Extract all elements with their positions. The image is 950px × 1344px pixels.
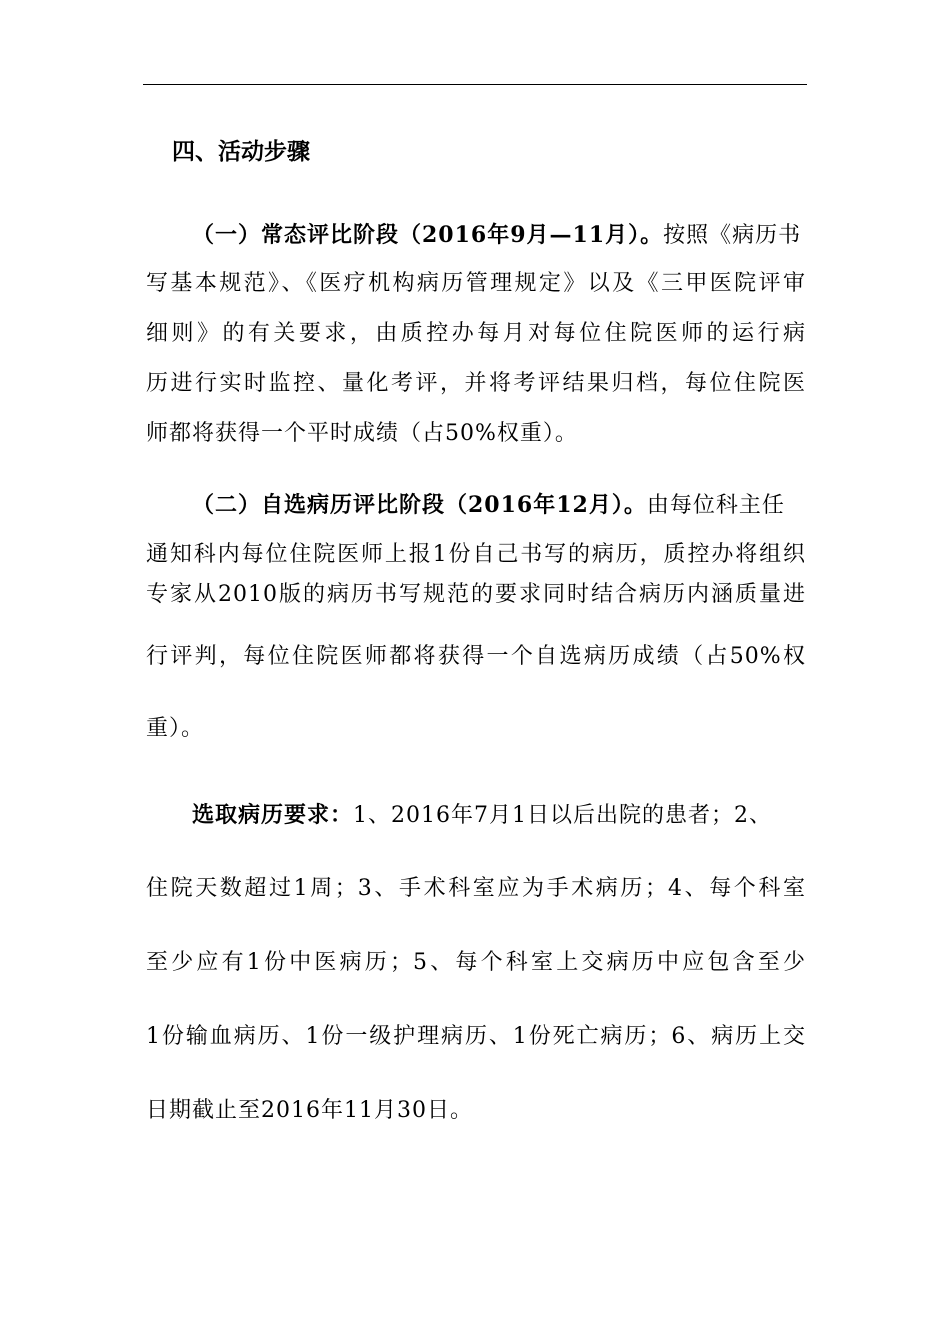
- paragraph-line: [192, 800, 806, 831]
- paragraph-lead-bold: （二）自选病历评比阶段（2016年12月）。: [192, 492, 647, 518]
- paragraph-line: [192, 490, 806, 521]
- section-heading: 四、活动步骤: [172, 138, 310, 165]
- paragraph-line: 写基本规范》、《医疗机构病历管理规定》以及《三甲医院评审: [146, 271, 806, 296]
- paragraph-line: 日期截止至2016年11月30日。: [146, 1098, 473, 1123]
- paragraph-line: 1份输血病历、1份一级护理病历、1份死亡病历；6、病历上交: [146, 1024, 806, 1049]
- paragraph-lead-bold: 选取病历要求：: [192, 802, 354, 828]
- paragraph-line: 住院天数超过1周；3、手术科室应为手术病历；4、每个科室: [146, 876, 806, 901]
- paragraph-line: 细则》的有关要求，由质控办每月对每位住院医师的运行病: [146, 321, 806, 346]
- header-rule: [143, 84, 807, 85]
- paragraph-line: 师都将获得一个平时成绩（占50%权重）。: [146, 421, 578, 446]
- paragraph-line: 重）。: [146, 716, 205, 741]
- paragraph-line: 通知科内每位住院医师上报1份自己书写的病历，质控办将组织: [146, 542, 806, 567]
- paragraph-line: 专家从2010版的病历书写规范的要求同时结合病历内涵质量进: [146, 582, 806, 607]
- paragraph-line: 至少应有1份中医病历；5、每个科室上交病历中应包含至少: [146, 950, 806, 975]
- paragraph-text: 由每位科主任: [646, 493, 785, 518]
- paragraph-line: [192, 220, 806, 251]
- paragraph-text: 按照《病历书: [663, 223, 802, 248]
- paragraph-line: 历进行实时监控、量化考评，并将考评结果归档，每位住院医: [146, 371, 806, 396]
- paragraph-text: 1、2016年7月1日以后出院的患者；2、: [353, 803, 772, 828]
- paragraph-lead-bold: （一）常态评比阶段（2016年9月—11月）。: [192, 222, 664, 248]
- paragraph-line: 行评判，每位住院医师都将获得一个自选病历成绩（占50%权: [146, 644, 806, 669]
